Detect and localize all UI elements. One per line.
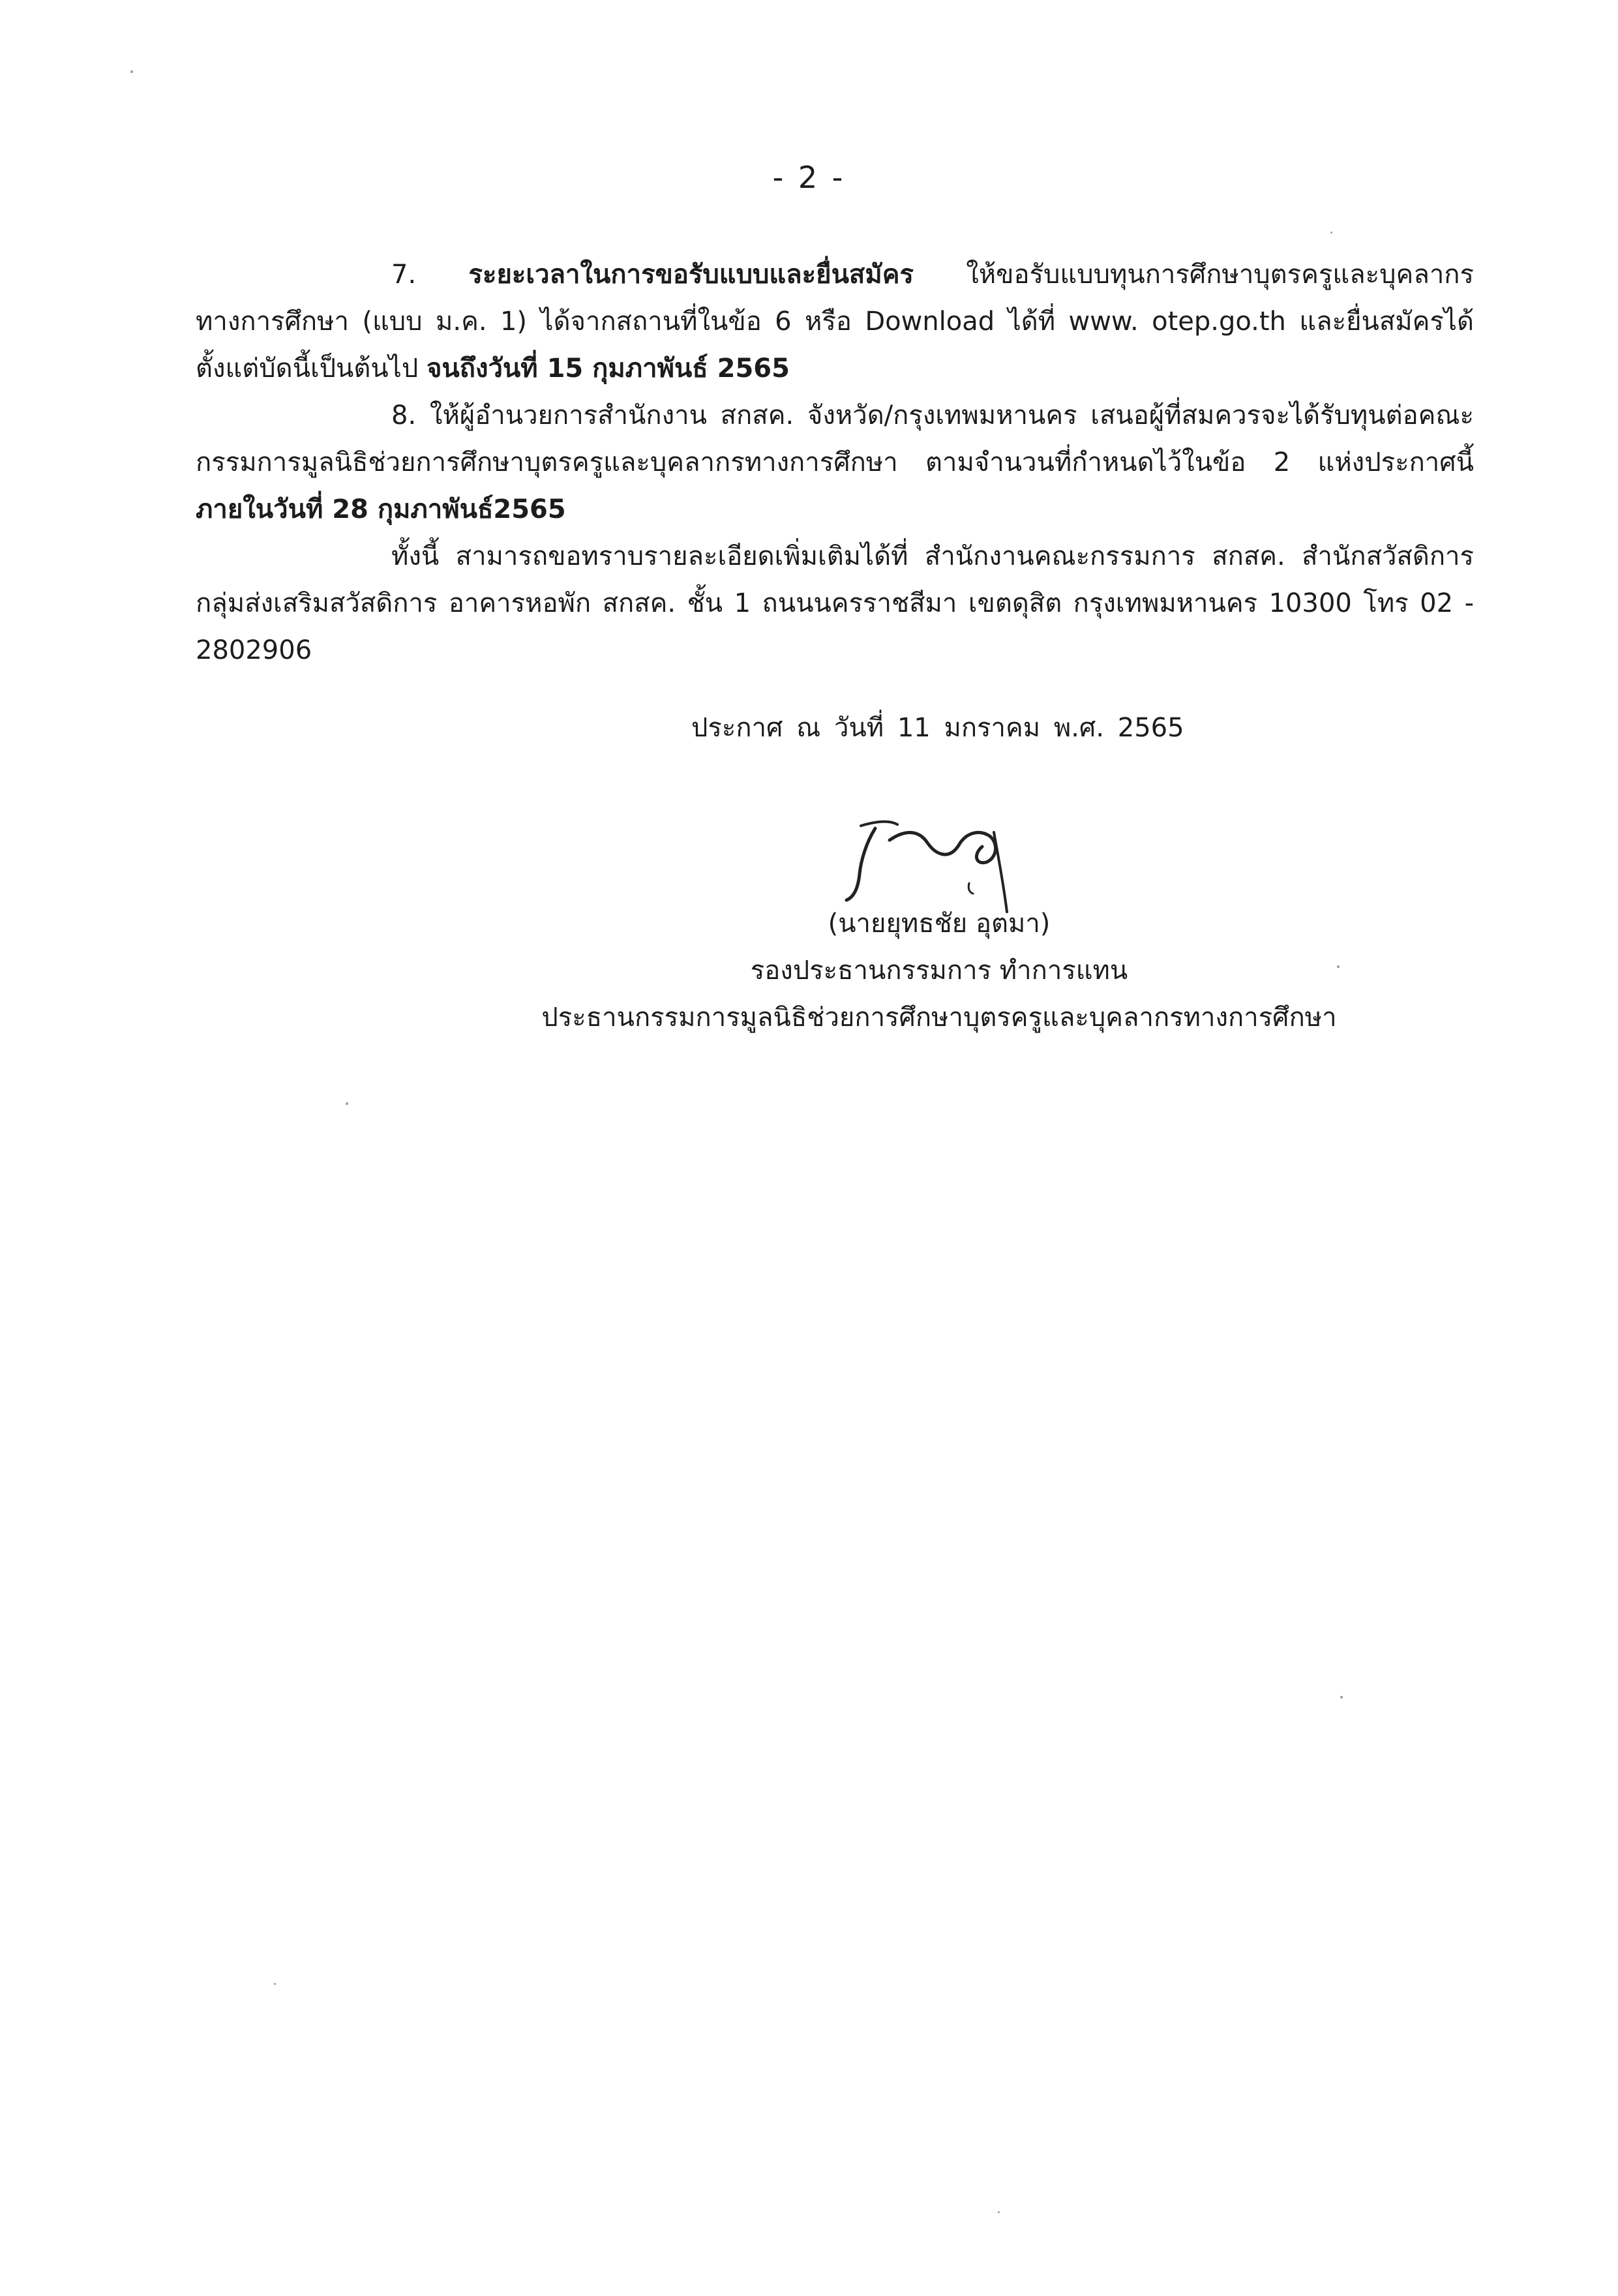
handwritten-signature	[835, 802, 1043, 913]
document-body	[196, 251, 1474, 674]
paragraph-8-text: ให้ผู้อำนวยการสำนักงาน สกสค. จังหวัด/กรุงเทพมหานคร เสนอผู้ที่สมควรจะได้รับทุนต่อคณะกรรมการมูลนิธิช่วยการศึกษาบุตรครูและบุคลากรทางการศึกษา ตามจำนวนที่กำหนดไว้ในข้อ 2 แห่งประกาศนี้	[196, 400, 1474, 477]
paragraph-contact-text: ทั้งนี้ สามารถขอทราบรายละเอียดเพิ่มเติมได้ที่ สำนักงานคณะกรรมการ สกสค. สำนักสวัสดิการ กลุ่มส่งเสริมสวัสดิการ อาคารหอพัก สกสค. ชั้น 1 ถนนนครราชสีมา เขตดุสิต กรุงเทพมหานคร 10300 โทร 02 - 2802906	[196, 541, 1474, 665]
scan-speck	[1330, 232, 1332, 234]
scan-speck	[274, 1983, 276, 1985]
page-number: - 2 -	[772, 160, 846, 195]
scan-speck	[1337, 965, 1340, 968]
paragraph-7	[196, 251, 1474, 392]
paragraph-7-deadline: จนถึงวันที่ 15 กุมภาพันธ์ 2565	[426, 354, 790, 384]
scan-speck	[1340, 1696, 1343, 1699]
announcement-date: ประกาศ ณ วันที่ 11 มกราคม พ.ศ. 2565	[691, 713, 1184, 743]
signer-position-full: ประธานกรรมการมูลนิธิช่วยการศึกษาบุตรครูและบุคลากรทางการศึกษา	[541, 1003, 1337, 1033]
signer-name: (นายยุทธชัย อุตมา)	[828, 909, 1051, 939]
paragraph-8-number: 8.	[391, 400, 417, 430]
paragraph-8-deadline: ภายในวันที่ 28 กุมภาพันธ์2565	[196, 494, 566, 524]
paragraph-7-text: ให้ขอรับแบบทุนการศึกษาบุตรครูและบุคลากรทางการศึกษา (แบบ ม.ค. 1) ได้จากสถานที่ในข้อ 6 หรือ Download ได้ที่ www. otep.go.th และยื่นสมัครได้ตั้งแต่บัดนี้เป็นต้นไป	[196, 260, 1474, 384]
paragraph-7-bold-lead: ระยะเวลาในการขอรับแบบและยื่นสมัคร	[468, 260, 914, 290]
scan-speck	[998, 2211, 1000, 2213]
paragraph-contact	[196, 533, 1474, 674]
paragraph-7-number: 7.	[391, 260, 417, 290]
signature-block	[509, 900, 1370, 1041]
scan-speck	[130, 70, 133, 73]
scan-speck	[346, 1102, 348, 1105]
signer-position: รองประธานกรรมการ ทำการแทน	[750, 956, 1128, 986]
paragraph-8	[196, 392, 1474, 533]
